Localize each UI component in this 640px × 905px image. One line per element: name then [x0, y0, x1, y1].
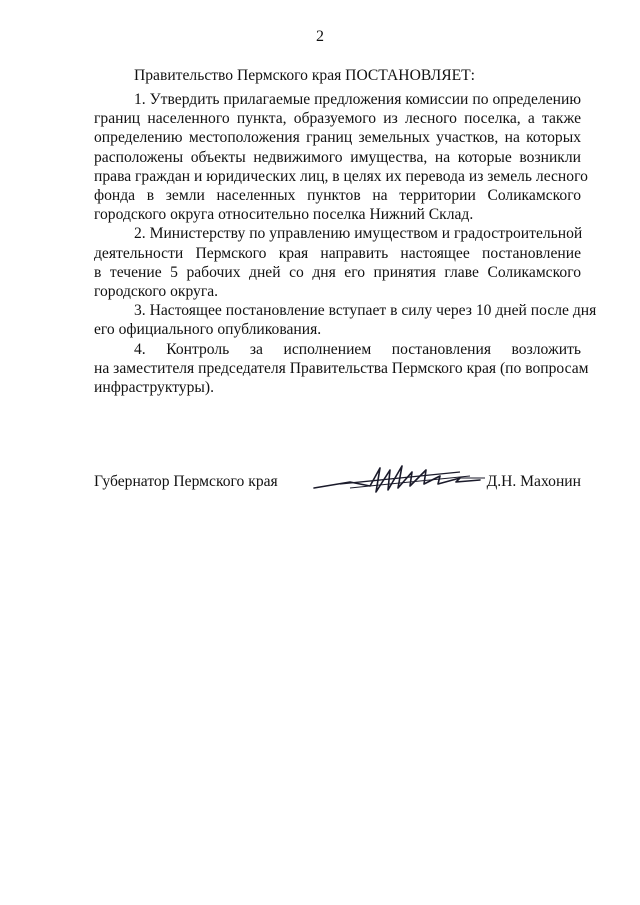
text-line: расположены объекты недвижимого имущества, на которые возникли: [94, 148, 581, 166]
text-line: городского округа относительно поселка Нижний Склад.: [94, 206, 474, 224]
handwritten-signature: [310, 458, 485, 502]
text-line: его официального опубликования.: [94, 321, 322, 339]
signatory-title: Губернатор Пермского края: [94, 473, 278, 490]
text-line: в течение 5 рабочих дней со дня его принятия главе Соликамского: [94, 263, 581, 281]
text-line: 2. Министерству по управлению имуществом и градостроительной: [134, 225, 583, 243]
page-number: 2: [316, 28, 324, 45]
text-line: 4. Контроль за исполнением постановления возложить: [134, 340, 581, 358]
text-line: городского округа.: [94, 283, 219, 300]
signatory-name: Д.Н. Махонин: [486, 473, 581, 490]
signature-block: [94, 472, 581, 512]
text-line: 3. Настоящее постановление вступает в силу через 10 дней после дня: [134, 302, 597, 320]
text-line: деятельности Пермского края направить настоящее постановление: [94, 244, 581, 262]
text-line: права граждан и юридических лиц, в целях их перевода из земель лесного: [94, 167, 588, 185]
text-line: 1. Утвердить прилагаемые предложения комиссии по определению: [134, 91, 581, 108]
intro-line: Правительство Пермского края ПОСТАНОВЛЯЕТ:: [134, 67, 475, 84]
text-line: фонда в земли населенных пунктов на территории Соликамского: [94, 187, 581, 204]
text-line: границ населенного пункта, образуемого из лесного поселка, а также: [94, 110, 581, 128]
text-line: определению местоположения границ земельных участков, на которых: [94, 129, 581, 147]
text-line: инфраструктуры).: [94, 379, 214, 396]
text-line: на заместителя председателя Правительства Пермского края (по вопросам: [94, 359, 589, 377]
